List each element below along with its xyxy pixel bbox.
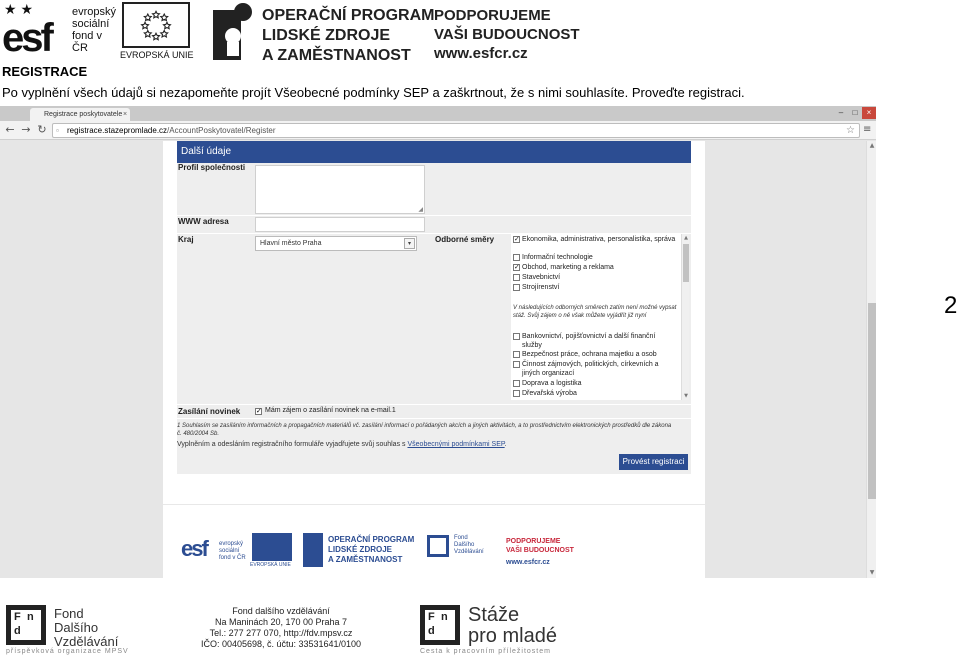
contact-block: Fond dalšího vzdělávání Na Maninách 20, 170 00 Praha 7 Tel.: 277 277 070, http://fdv.mpsv.cz IČO: 00405698, č. účtu: 33531641/0100: [200, 606, 362, 649]
registration-form: [177, 141, 691, 474]
minimize-icon[interactable]: –: [838, 108, 844, 117]
eu-caption: EVROPSKÁ UNIE: [120, 50, 194, 60]
submit-registration-button[interactable]: Provést registraci: [619, 454, 688, 470]
address-bar[interactable]: [52, 123, 860, 138]
staze-tagline: Cesta k pracovním příležitostem: [420, 648, 551, 655]
tab-title: Registrace poskytovatele: [44, 111, 123, 118]
forward-icon[interactable]: →: [21, 123, 31, 136]
terms-link[interactable]: Všeobecnými podmínkami SEP: [407, 441, 505, 448]
checkbox[interactable]: [513, 380, 520, 387]
inner-eu-caption: EVROPSKÁ UNIE: [250, 562, 291, 568]
op-lz-title: OPERAČNÍ PROGRAM LIDSKÉ ZDROJE A ZAMĚSTNANOST: [262, 7, 435, 64]
form-section-title: Další údaje: [177, 141, 691, 163]
registration-page: [163, 141, 705, 578]
inner-podporujeme: PODPORUJEME VAŠI BUDOUCNOST: [506, 538, 574, 554]
checkbox[interactable]: [513, 284, 520, 291]
checkbox-checked[interactable]: ✓: [514, 235, 520, 243]
fdv-logo-icon: F n d: [6, 605, 46, 645]
www-label: WWW adresa: [178, 217, 229, 226]
browser-screenshot: [0, 106, 876, 578]
browser-viewport: [0, 141, 866, 578]
instruction-text: Po vyplnění všech údajů si nezapomeňte projít Všeobecné podmínky SEP a zaškrtnout, že s nimi souhlasíte. Proveďte registraci.: [2, 85, 745, 100]
eu-flag-icon: [122, 2, 190, 48]
back-icon[interactable]: ←: [5, 123, 15, 136]
scroll-up-icon[interactable]: ▲: [684, 235, 688, 241]
scroll-down-icon[interactable]: ▼: [869, 569, 875, 576]
inner-fdv-logo-icon: [427, 535, 449, 557]
inner-esf-logo: esf: [181, 536, 207, 561]
row-divider: [177, 215, 691, 216]
obory-label: Odborné směry: [435, 235, 495, 244]
row-divider: [177, 404, 691, 405]
esf-logo: [2, 1, 117, 60]
profile-textarea[interactable]: [255, 165, 425, 214]
profile-label: Profil společnosti: [178, 163, 246, 172]
obory-note: V následujících odborných směrech zatím není možné vypsat stáž. Svůj zájem o ně však můžete vyjádřit již nyní: [513, 305, 677, 319]
scroll-down-icon[interactable]: ▼: [684, 393, 688, 399]
inner-web-url: www.esfcr.cz: [506, 559, 550, 566]
window-close-icon[interactable]: ×: [862, 107, 876, 119]
browser-menu-icon[interactable]: ≡: [863, 124, 872, 135]
top-logo-strip: [0, 0, 960, 62]
url-path: /AccountPoskytovatel/Register: [167, 126, 276, 135]
kraj-value: Hlavní město Praha: [260, 240, 322, 247]
page-number: 2: [944, 292, 958, 319]
chevron-down-icon[interactable]: ▾: [404, 238, 415, 249]
checkbox[interactable]: [513, 274, 520, 281]
inner-esf-caption: evropský sociální fond v ČR: [219, 541, 246, 561]
footnote-text: 1 Souhlasím se zasíláním informačních a propagačních materiálů vč. zasílání informací o pořádaných akcích a jiných aktivitách, a to prostřednictvím elektronických prostředků dle zákona č. 480/2004 Sb.: [177, 423, 672, 437]
news-checkbox-checked[interactable]: ✓: [256, 407, 262, 415]
bookmark-star-icon[interactable]: ☆: [846, 125, 855, 136]
scroll-up-icon[interactable]: ▲: [869, 142, 875, 149]
inner-logo-strip: [181, 533, 601, 571]
maximize-icon[interactable]: □: [852, 108, 858, 117]
reload-icon[interactable]: ↻: [37, 123, 47, 136]
www-input[interactable]: [255, 217, 425, 232]
news-checkbox-label: Mám zájem o zasílání novinek na e-mail.1: [265, 407, 396, 414]
fdv-tagline: příspěvková organizace MPSV: [6, 648, 129, 655]
resize-grip-icon[interactable]: ◢: [418, 206, 423, 213]
news-label: Zasílání novinek: [178, 407, 241, 416]
fdv-name: Fond Dalšího Vzdělávání: [54, 606, 119, 649]
staze-name: Stáže pro mladé: [468, 604, 557, 647]
esf-logo-caption: evropský sociální fond v ČR: [72, 6, 117, 54]
inner-op-title: OPERAČNÍ PROGRAM LIDSKÉ ZDROJE A ZAMĚSTNANOST: [328, 535, 415, 564]
scroll-thumb[interactable]: [683, 244, 689, 282]
checkbox[interactable]: [513, 361, 520, 368]
obory-scrollbar[interactable]: [681, 234, 689, 400]
terms-text: Vyplněním a odesláním registračního formuláře vyjadřujete svůj souhlas s Všeobecnými podmínkami SEP.: [177, 441, 507, 448]
checkbox-checked[interactable]: ✓: [514, 263, 520, 271]
section-heading: REGISTRACE: [2, 64, 88, 79]
checkbox[interactable]: [513, 390, 520, 397]
tab-close-icon[interactable]: ×: [123, 111, 128, 118]
browser-tab[interactable]: [30, 108, 130, 121]
page-icon: ▫: [56, 126, 59, 135]
browser-scrollbar[interactable]: [866, 141, 876, 578]
checkbox[interactable]: [513, 333, 520, 340]
inner-op-puzzle-icon: [303, 533, 323, 567]
op-puzzle-icon: [213, 2, 257, 60]
staze-logo-icon: F n d: [420, 605, 460, 645]
checkbox[interactable]: [513, 254, 520, 261]
stars-icon: ★ ★: [4, 1, 33, 17]
checkbox[interactable]: [513, 351, 520, 358]
obory-list[interactable]: ✓ Ekonomika, administrativa, personalistika, správa Informační technologie ✓ Obchod, marketing a reklama Stavebnictví Strojírenství V následujících odborných směrech zatím není možné vypsat stáž. Svůj zájem o ně však můžete vyjádřit již nyní Bankovnictví, pojišťovnictví a další finanční služby Bezpečnost práce, ochrana majetku a osob Činnost zájmových, politických, církevních a jiných organizací Doprava a logistika Dřevařská výroba ▲ ▼: [511, 234, 689, 400]
tab-strip: [0, 106, 876, 121]
esf-logo-letters: esf: [2, 16, 51, 60]
inner-eu-flag-icon: [252, 533, 292, 561]
kraj-label: Kraj: [178, 235, 194, 244]
scroll-thumb[interactable]: [868, 303, 876, 499]
kraj-select[interactable]: [255, 236, 417, 251]
page-divider: [163, 504, 705, 505]
row-divider: [177, 418, 691, 419]
inner-fdv-name: Fond Dalšího Vzdělávání: [454, 535, 484, 555]
podporujeme-slogan: PODPORUJEME VAŠI BUDOUCNOST www.esfcr.cz: [434, 7, 580, 62]
url-host: registrace.stazepromlade.cz: [67, 126, 168, 135]
browser-toolbar: [0, 121, 876, 140]
